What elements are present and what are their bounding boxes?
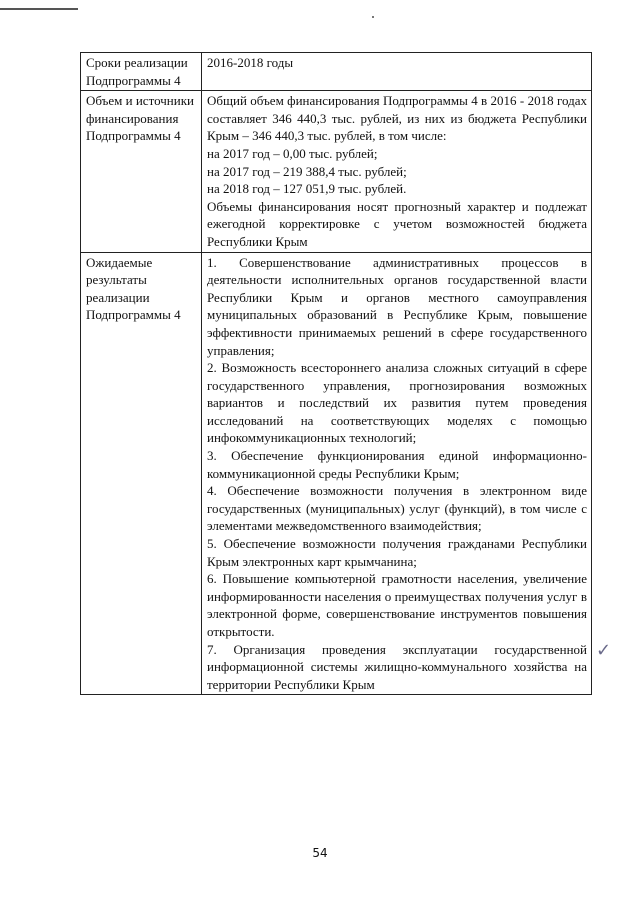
scan-artifact-line xyxy=(0,8,78,10)
table-row xyxy=(81,91,592,252)
funding-year-line: на 2017 год – 0,00 тыс. рублей; xyxy=(207,145,378,161)
passport-table xyxy=(80,52,592,695)
result-item: 2. Возможность всестороннего анализа сложных ситуаций в сфере государственного управления, прогнозирования возможных вариантов и последствий их развития путем проведения исследований на соответствующих моделях с помощью инфокоммуникационных технологий; xyxy=(207,360,587,446)
scan-artifact-dot xyxy=(372,16,374,18)
timeline-text: 2016-2018 годы xyxy=(207,55,294,70)
page-number: 54 xyxy=(312,846,328,860)
table-row xyxy=(81,53,592,91)
table-row xyxy=(81,252,592,695)
result-item: 4. Обеспечение возможности получения в электронном виде государственных (муниципальных) услуг (функций), в том числе с элементами межведомственного взаимодействия; xyxy=(207,483,587,534)
row-value-timeline xyxy=(202,53,592,91)
result-item: 5. Обеспечение возможности получения гражданами Республики Крым электронных карт крымчанина; xyxy=(207,536,587,569)
row-value-funding xyxy=(202,91,592,252)
row-label-timeline: Сроки реализации Подпрограммы 4 xyxy=(81,53,202,91)
checkmark-icon: ✓ xyxy=(596,640,612,661)
result-item: 1. Совершенствование административных процессов в деятельности исполнительных органов государственной власти Республики Крым и органов местного самоуправления муниципальных образований в Республике Крым, повышение эффективности принимаемых решений в сфере государственного управления; xyxy=(207,254,587,358)
funding-year-line: на 2018 год – 127 051,9 тыс. рублей. xyxy=(207,181,407,197)
funding-year-line: на 2017 год – 219 388,4 тыс. рублей; xyxy=(207,163,407,179)
result-item: 3. Обеспечение функционирования единой информационно-коммуникационной среды Республики Крым; xyxy=(207,448,587,481)
result-item: 6. Повышение компьютерной грамотности населения, увеличение информированности населения о преимуществах получения услуг в электронной форме, совершенствование инструментов повышения открытости. xyxy=(207,571,587,639)
result-item: 7. Организация проведения эксплуатации государственной информационной системы жилищно-коммунального хозяйства на территории Республики Крым xyxy=(207,641,587,692)
funding-total-text: Общий объем финансирования Подпрограммы 4 в 2016 - 2018 годах составляет 346 440,3 тыс. рублей, из них из бюджета Республики Крым – 346 440,3 тыс. рублей, в том числе: xyxy=(207,93,587,144)
row-label-results: Ожидаемые результаты реализации Подпрограммы 4 xyxy=(81,252,202,695)
row-label-funding: Объем и источники финансирования Подпрограммы 4 xyxy=(81,91,202,252)
row-value-results xyxy=(202,252,592,695)
funding-note-text: Объемы финансирования носят прогнозный характер и подлежат ежегодной корректировке с учетом возможностей бюджета Республики Крым xyxy=(207,198,587,249)
